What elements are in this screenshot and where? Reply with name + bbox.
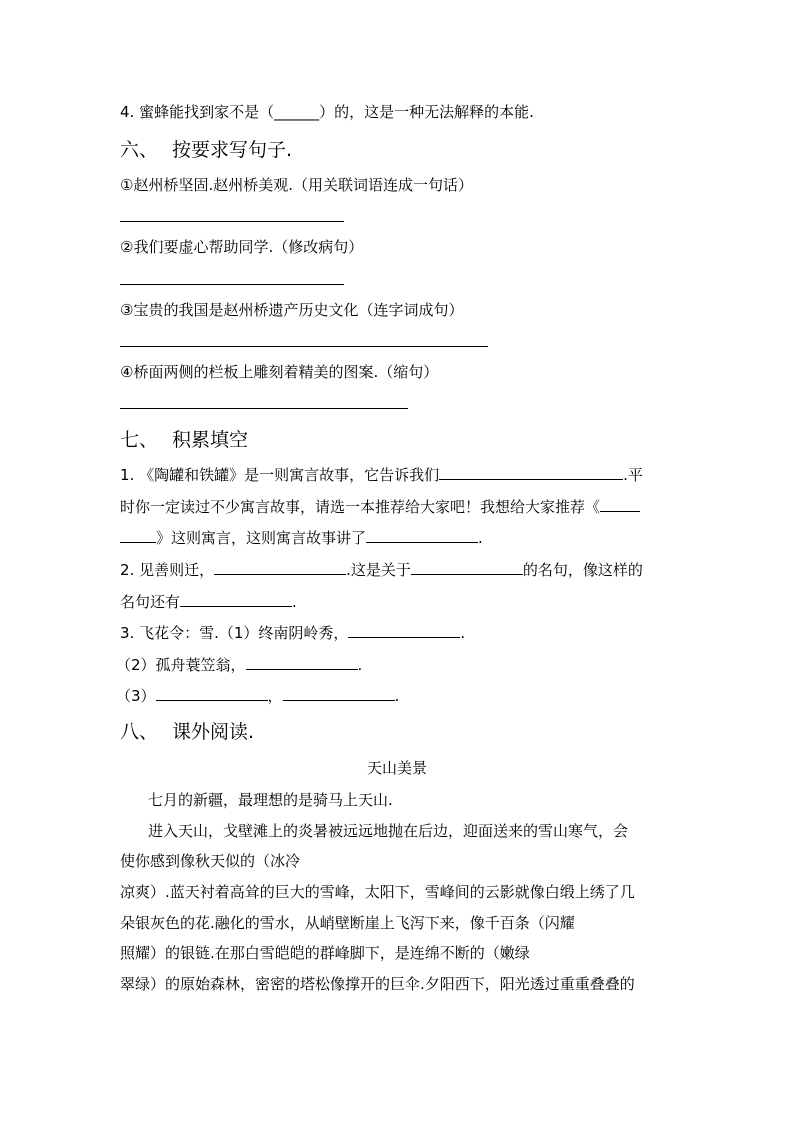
q1-blank-2b[interactable] bbox=[120, 528, 156, 543]
question-4 bbox=[120, 102, 534, 122]
q3-text-f: ， bbox=[267, 687, 283, 705]
section-8-title: 课外阅读. bbox=[172, 721, 255, 743]
section-7-q1-line2 bbox=[120, 497, 640, 517]
article-line-3: 使你感到像秋天似的（冰冷 bbox=[120, 852, 301, 870]
answer-line-2[interactable] bbox=[120, 284, 344, 285]
q2-text-d: 名句还有 bbox=[120, 593, 181, 611]
section-6-item-1: ①赵州桥坚固.赵州桥美观.（用关联词语连成一句话） bbox=[120, 176, 473, 194]
q2-text-a: 2. 见善则迁， bbox=[120, 561, 215, 579]
answer-line-4[interactable] bbox=[120, 408, 408, 409]
section-7-q3-line2 bbox=[116, 655, 362, 675]
q2-blank-3[interactable] bbox=[180, 592, 292, 607]
article-line-4: 凉爽）.蓝天衬着高耸的巨大的雪峰，太阳下，雪峰间的云影就像白缎上绣了几 bbox=[120, 883, 635, 901]
q3-text-e: （3） bbox=[116, 687, 156, 705]
section-7-q3-line3 bbox=[116, 686, 399, 706]
section-7-title: 积累填空 bbox=[172, 429, 249, 451]
section-7-q3-line1 bbox=[120, 623, 465, 643]
q3-text-d: . bbox=[357, 656, 363, 674]
section-7-number: 七、 bbox=[120, 429, 159, 451]
section-6-item-3: ③宝贵的我国是赵州桥遗产历史文化（连字词成句） bbox=[120, 301, 464, 319]
q2-text-e: . bbox=[292, 593, 297, 611]
answer-line-3[interactable] bbox=[120, 346, 488, 347]
q3-text-g: . bbox=[394, 687, 400, 705]
section-7-q2-line2 bbox=[120, 592, 297, 612]
article-line-7: 翠绿）的原始森林，密密的塔松像撑开的巨伞.夕阳西下，阳光透过重重叠叠的 bbox=[120, 975, 635, 993]
q2-blank-1[interactable] bbox=[214, 560, 346, 575]
q2-text-b: .这是关于 bbox=[346, 561, 411, 579]
q1-text-b: .平 bbox=[623, 466, 643, 484]
q1-blank-2a[interactable] bbox=[600, 497, 640, 512]
q3-text-b: . bbox=[460, 624, 466, 642]
section-6-item-4: ④桥面两侧的栏板上雕刻着精美的图案.（缩句） bbox=[120, 363, 439, 381]
section-7-q1-line3 bbox=[120, 528, 483, 548]
section-6-heading bbox=[120, 138, 292, 162]
question-4-text-after: ）的，这是一种无法解释的本能. bbox=[319, 103, 534, 121]
q1-text-e: . bbox=[478, 529, 483, 547]
article-line-6: 照耀）的银链.在那白雪皑皑的群峰脚下，是连绵不断的（嫩绿 bbox=[120, 944, 530, 962]
q3-blank-2[interactable] bbox=[246, 655, 358, 670]
q3-blank-4[interactable] bbox=[283, 686, 395, 701]
section-7-heading bbox=[120, 428, 248, 452]
q3-text-a: 3. 飞花令：雪.（1）终南阴岭秀， bbox=[120, 624, 349, 642]
section-7-q1-line1 bbox=[120, 465, 643, 485]
answer-line-1[interactable] bbox=[120, 221, 344, 222]
q1-text-c: 时你一定读过不少寓言故事，请选一本推荐给大家吧！我想给大家推荐《 bbox=[120, 498, 601, 516]
q3-text-c: （2）孤舟蓑笠翁， bbox=[116, 656, 246, 674]
q1-text-a: 1. 《陶罐和铁罐》是一则寓言故事，它告诉我们 bbox=[120, 466, 440, 484]
question-4-text-before: 4. 蜜蜂能找到家不是（ bbox=[120, 103, 275, 121]
section-6-title: 按要求写句子. bbox=[172, 139, 293, 161]
article-line-2: 进入天山，戈壁滩上的炎暑被远远地抛在后边，迎面送来的雪山寒气，会 bbox=[148, 822, 629, 840]
section-6-number: 六、 bbox=[120, 139, 159, 161]
section-6-item-2: ②我们要虚心帮助同学.（修改病句） bbox=[120, 238, 364, 256]
q1-blank-3[interactable] bbox=[366, 528, 478, 543]
article-line-5: 朵银灰色的花.融化的雪水，从峭壁断崖上飞泻下来，像千百条（闪耀 bbox=[120, 914, 575, 932]
q3-blank-1[interactable] bbox=[348, 623, 460, 638]
q1-blank-1[interactable] bbox=[439, 465, 623, 480]
article-title: 天山美景 bbox=[366, 759, 427, 777]
section-8-number: 八、 bbox=[120, 721, 159, 743]
section-7-q2-line1 bbox=[120, 560, 643, 580]
q2-text-c: 的名句，像这样的 bbox=[522, 561, 643, 579]
section-8-heading bbox=[120, 720, 254, 744]
q2-blank-2[interactable] bbox=[411, 560, 523, 575]
question-4-blank[interactable]: ______ bbox=[274, 103, 320, 121]
article-line-1: 七月的新疆，最理想的是骑马上天山. bbox=[148, 791, 393, 809]
q1-text-d: 》这则寓言，这则寓言故事讲了 bbox=[156, 529, 367, 547]
q3-blank-3[interactable] bbox=[156, 686, 268, 701]
